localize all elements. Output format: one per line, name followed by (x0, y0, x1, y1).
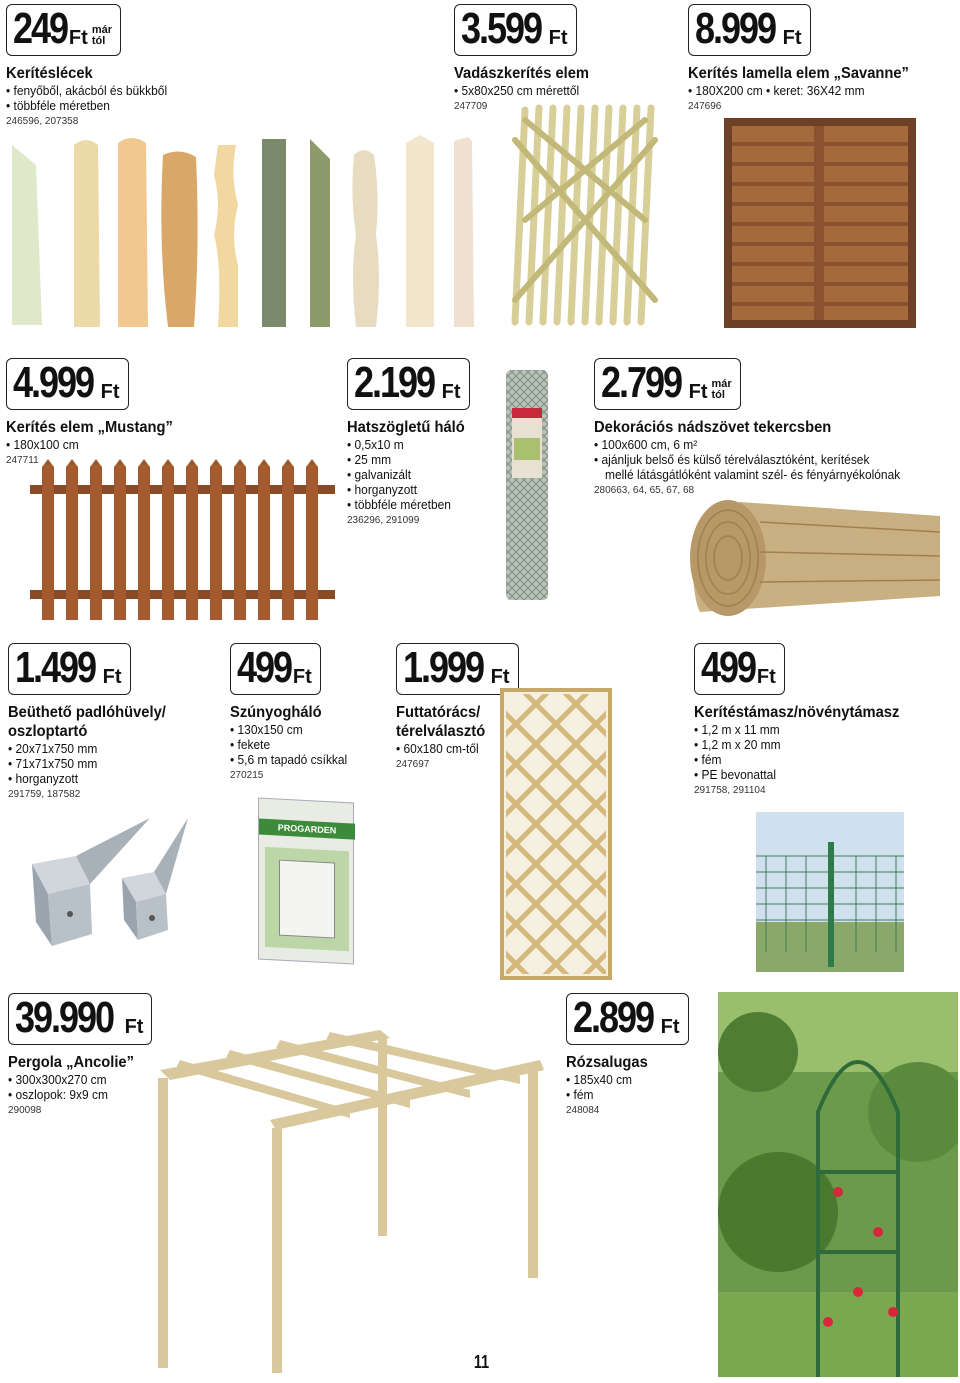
product-spec: • oszlopok: 9x9 cm (8, 1087, 141, 1102)
product-fence-support (694, 643, 917, 798)
product-name: Kerítéstámasz/növénytámasz (694, 704, 900, 721)
product-name: Futtatórács/ (396, 704, 481, 721)
price-badge (694, 643, 785, 695)
product-fence-slats (6, 4, 181, 129)
price-currency: Ft (688, 381, 708, 403)
price-currency: Ft (660, 1016, 680, 1038)
product-insect-net (230, 643, 357, 783)
price-currency: Ft (124, 1016, 144, 1038)
product-reed-mat (594, 358, 927, 498)
hex-mesh-roll-image (504, 368, 550, 603)
product-name: Pergola „Ancolie” (8, 1054, 134, 1071)
product-spec: • 1,2 m x 11 mm (694, 722, 899, 737)
product-name: Vadászkerítés elem (454, 65, 590, 82)
price-currency: Ft (548, 27, 568, 49)
mustang-fence-image (30, 455, 335, 625)
price-value: 39.990 (15, 993, 114, 1042)
product-spec: • ajánljuk belső és külső térelválasztóként, kerítések (594, 452, 900, 467)
price-badge (688, 4, 811, 56)
product-spec: • 60x180 cm-től (396, 741, 509, 756)
product-spec: • 100x600 cm, 6 m² (594, 437, 900, 452)
product-spec-continued: mellé látásgátlóként valamint szél- és fényárnyékolónak (605, 467, 901, 482)
product-pergola (8, 993, 152, 1118)
product-name: Hatszögletű háló (347, 419, 465, 436)
product-code: 291758, 291104 (694, 785, 766, 796)
product-spec: • 180X200 cm• keret: 36X42 mm (688, 83, 909, 98)
price-currency: Ft (756, 666, 776, 688)
product-name: Rózsalugas (566, 1054, 648, 1071)
product-code: 247696 (688, 101, 722, 112)
product-spec: • fenyőből, akácból és bükkből (6, 83, 167, 98)
price-currency: Ft (68, 27, 88, 49)
product-name: Dekorációs nádszövet tekercsben (594, 419, 832, 436)
product-spec: • 5,6 m tapadó csíkkal (230, 752, 347, 767)
price-currency: Ft (102, 666, 122, 688)
product-spec: • 0,5x10 m (347, 437, 465, 452)
price-value: 2.899 (573, 993, 654, 1042)
price-badge (6, 358, 129, 410)
product-hex-mesh (347, 358, 475, 528)
rose-arch-image (718, 992, 958, 1377)
insect-net-package-image (258, 800, 354, 962)
page-number: 11 (473, 1352, 490, 1372)
fence-slats-image (8, 135, 478, 330)
product-code: 247697 (396, 759, 430, 770)
product-spec: • fekete (230, 737, 347, 752)
product-spec: • 5x80x250 cm mérettől (454, 83, 589, 98)
product-mustang-fence (6, 358, 187, 468)
price-currency: Ft (490, 666, 510, 688)
product-hunting-fence (454, 4, 601, 114)
product-code: 247711 (6, 455, 39, 466)
price-badge (230, 643, 321, 695)
product-lamella-fence (688, 4, 928, 114)
price-value: 4.999 (13, 358, 94, 407)
price-value: 499 (701, 643, 756, 692)
pergola-image (150, 1010, 550, 1375)
product-spec: • 300x300x270 cm (8, 1072, 141, 1087)
product-code: 280663, 64, 65, 67, 68 (594, 485, 695, 496)
product-code: 270215 (230, 770, 264, 781)
product-rose-arch (566, 993, 689, 1118)
product-spec: • többféle méretben (347, 497, 465, 512)
product-spec: • PE bevonattal (694, 767, 899, 782)
price-value: 3.599 (461, 4, 542, 53)
price-value: 1.999 (403, 643, 484, 692)
price-value: 2.199 (354, 358, 435, 407)
post-anchor-image (18, 814, 198, 964)
product-spec: • 130x150 cm (230, 722, 347, 737)
price-badge (6, 4, 121, 56)
product-name-line2: oszloptartó (8, 723, 88, 740)
product-code: 236296, 291099 (347, 515, 420, 526)
product-spec: • horganyzott (347, 482, 465, 497)
price-currency: Ft (782, 27, 802, 49)
product-spec: • 1,2 m x 20 mm (694, 737, 899, 752)
product-name: Szúnyogháló (230, 704, 322, 721)
product-post-anchor (8, 643, 180, 802)
product-spec: • többféle méretben (6, 98, 167, 113)
product-spec: • horganyzott (8, 771, 166, 786)
price-from-label: már tól (711, 378, 732, 401)
product-name-line2: térelválasztó (396, 723, 486, 740)
product-code: 291759, 187582 (8, 789, 81, 800)
package-brand: PROGARDEN (259, 819, 355, 840)
product-name: Beüthető padlóhüvely/ (8, 704, 166, 721)
price-value: 1.499 (15, 643, 96, 692)
hunting-fence-image (505, 100, 665, 330)
price-from-label: már tól (91, 24, 112, 47)
product-spec: • fém (694, 752, 899, 767)
price-currency: Ft (100, 381, 120, 403)
price-currency: Ft (441, 381, 461, 403)
lamella-fence-image (724, 118, 916, 328)
price-badge (8, 643, 131, 695)
product-code: 247709 (454, 101, 488, 112)
price-value: 499 (237, 643, 292, 692)
product-spec: • 185x40 cm (566, 1072, 679, 1087)
trellis-image (500, 688, 612, 980)
price-value: 8.999 (695, 4, 776, 53)
price-badge (8, 993, 152, 1045)
reed-mat-roll-image (680, 492, 952, 620)
product-spec: • 180x100 cm (6, 437, 173, 452)
price-badge (454, 4, 577, 56)
product-code: 248084 (566, 1105, 600, 1116)
price-badge (566, 993, 689, 1045)
price-value: 249 (13, 4, 68, 53)
product-code: 290098 (8, 1105, 42, 1116)
price-currency: Ft (292, 666, 312, 688)
product-spec: • 71x71x750 mm (8, 756, 166, 771)
price-value: 2.799 (601, 358, 682, 407)
product-spec: • fém (566, 1087, 679, 1102)
price-badge (594, 358, 741, 410)
product-spec: • 25 mm (347, 452, 465, 467)
product-name: Kerítés elem „Mustang” (6, 419, 173, 436)
fence-support-image (756, 812, 904, 972)
product-name: Kerítéslécek (6, 65, 93, 82)
product-spec: • galvanizált (347, 467, 465, 482)
product-name: Kerítés lamella elem „Savanne” (688, 65, 909, 82)
price-badge (347, 358, 470, 410)
product-spec: • 20x71x750 mm (8, 741, 166, 756)
product-code: 246596, 207358 (6, 116, 79, 127)
